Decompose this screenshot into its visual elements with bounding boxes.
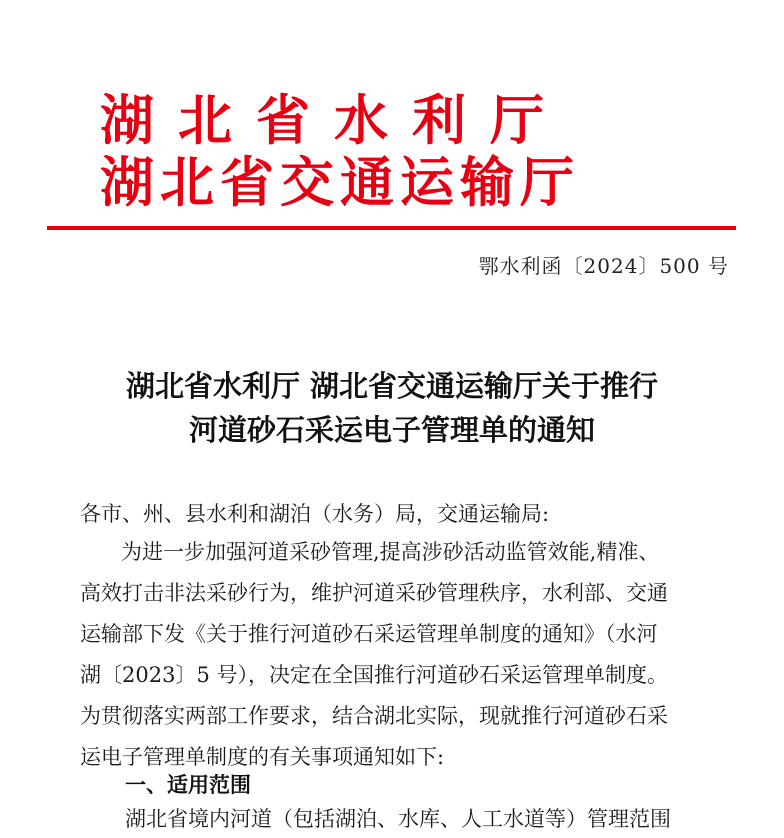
body-line: 高效打击非法采砂行为，维护河道采砂管理秩序，水利部、交通	[80, 581, 668, 605]
salutation: 各市、州、县水利和湖泊（水务）局，交通运输局:	[80, 502, 550, 526]
body-line: 湖北省境内河道（包括湖泊、水库、人工水道等）管理范围	[125, 807, 671, 831]
body-line: 运输部下发《关于推行河道砂石采运管理单制度的通知》（水河	[80, 622, 658, 646]
body-line: 运电子管理单制度的有关事项通知如下:	[80, 745, 445, 769]
document-number: 鄂水利函〔2024〕500 号	[478, 254, 729, 278]
red-divider-line	[47, 226, 736, 230]
document-title-line-2: 河道砂石采运电子管理单的通知	[188, 413, 595, 447]
body-line: 湖〔2023〕5 号），决定在全国推行河道砂石采运管理单制度。	[80, 663, 668, 687]
document-title-line-1: 湖北省水利厅 湖北省交通运输厅关于推行	[125, 369, 659, 403]
issuer-name-water-resources: 湖北省水利厅	[100, 88, 568, 152]
section-heading: 一、适用范围	[125, 773, 251, 797]
issuer-name-transport: 湖北省交通运输厅	[100, 150, 580, 214]
body-line: 为贯彻落实两部工作要求，结合湖北实际，现就推行河道砂石采	[80, 704, 668, 728]
body-line: 为进一步加强河道采砂管理,提高涉砂活动监管效能,精准、	[121, 540, 660, 564]
